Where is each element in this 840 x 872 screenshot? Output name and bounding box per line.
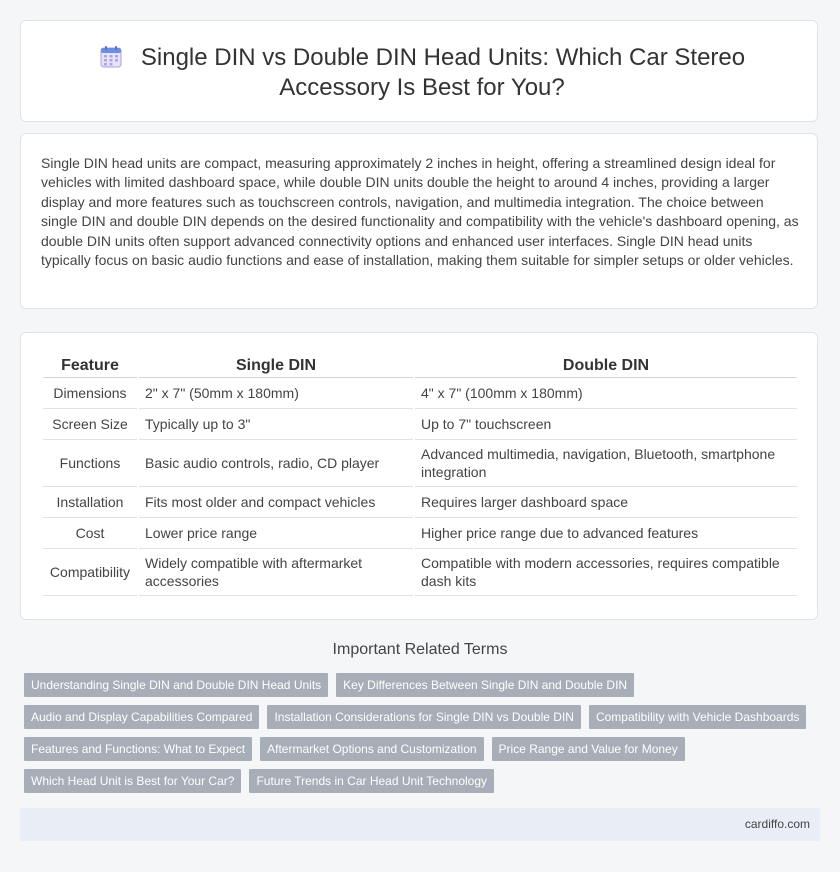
feature-cell: Cost (43, 518, 137, 549)
double-din-cell: Up to 7" touchscreen (415, 409, 797, 440)
double-din-cell: Advanced multimedia, navigation, Bluetooth, smartphone integration (415, 440, 797, 487)
related-term-tag[interactable]: Price Range and Value for Money (492, 737, 685, 761)
calendar-icon (99, 45, 123, 69)
page-title (41, 43, 803, 103)
feature-cell: Screen Size (43, 409, 137, 440)
footer-bar (20, 808, 820, 841)
single-din-cell: 2" x 7" (50mm x 180mm) (139, 378, 413, 409)
feature-cell: Compatibility (43, 549, 137, 596)
related-terms-heading: Important Related Terms (332, 641, 508, 658)
table-row (43, 518, 797, 549)
related-term-tag[interactable]: Aftermarket Options and Customization (260, 737, 483, 761)
table-header-row (43, 353, 797, 378)
single-din-cell: Widely compatible with aftermarket accessories (139, 549, 413, 596)
related-term-tag[interactable]: Key Differences Between Single DIN and Double DIN (336, 673, 634, 697)
related-terms-list (24, 673, 824, 801)
single-din-cell: Lower price range (139, 518, 413, 549)
related-term-tag[interactable]: Compatibility with Vehicle Dashboards (589, 705, 806, 729)
feature-cell: Installation (43, 487, 137, 518)
related-term-tag[interactable]: Audio and Display Capabilities Compared (24, 705, 259, 729)
double-din-cell: 4" x 7" (100mm x 180mm) (415, 378, 797, 409)
related-term-tag[interactable]: Features and Functions: What to Expect (24, 737, 252, 761)
feature-cell: Dimensions (43, 378, 137, 409)
double-din-cell: Higher price range due to advanced features (415, 518, 797, 549)
footer-site-link[interactable]: cardiffo.com (744, 817, 810, 831)
related-term-tag[interactable]: Installation Considerations for Single DIN vs Double DIN (267, 705, 580, 729)
double-din-cell: Requires larger dashboard space (415, 487, 797, 518)
table-row (43, 440, 797, 487)
related-term-tag[interactable]: Understanding Single DIN and Double DIN Head Units (24, 673, 328, 697)
table-row (43, 409, 797, 440)
comparison-card (20, 332, 818, 620)
table-row (43, 487, 797, 518)
single-din-cell: Typically up to 3" (139, 409, 413, 440)
header-feature: Feature (43, 353, 137, 378)
comparison-table (41, 353, 799, 596)
table-row (43, 549, 797, 596)
related-term-tag[interactable]: Future Trends in Car Head Unit Technology (249, 769, 494, 793)
header-single-din: Single DIN (139, 353, 413, 378)
header-double-din: Double DIN (415, 353, 797, 378)
single-din-cell: Basic audio controls, radio, CD player (139, 440, 413, 487)
table-row (43, 378, 797, 409)
single-din-cell: Fits most older and compact vehicles (139, 487, 413, 518)
summary-paragraph: Single DIN head units are compact, measuring approximately 2 inches in height, offering a streamlined design ideal for vehicles with limited dashboard space, while double DIN units double the height to around 4 inches, providing a larger display and more features such as touchscreen controls, navigation, and multimedia integration. The choice between single DIN and double DIN depends on the desired functionality and compatibility with the vehicle's dashboard opening, as double DIN units often support advanced connectivity options and enhanced user interfaces. Single DIN head units typically focus on basic audio functions and ease of installation, making them suitable for simpler setups or older vehicles. (41, 155, 799, 269)
summary-card (20, 133, 818, 309)
feature-cell: Functions (43, 440, 137, 487)
title-text: Single DIN vs Double DIN Head Units: Which Car Stereo Accessory Is Best for You? (140, 44, 746, 101)
related-term-tag[interactable]: Which Head Unit is Best for Your Car? (24, 769, 241, 793)
title-card (20, 20, 818, 122)
double-din-cell: Compatible with modern accessories, requires compatible dash kits (415, 549, 797, 596)
